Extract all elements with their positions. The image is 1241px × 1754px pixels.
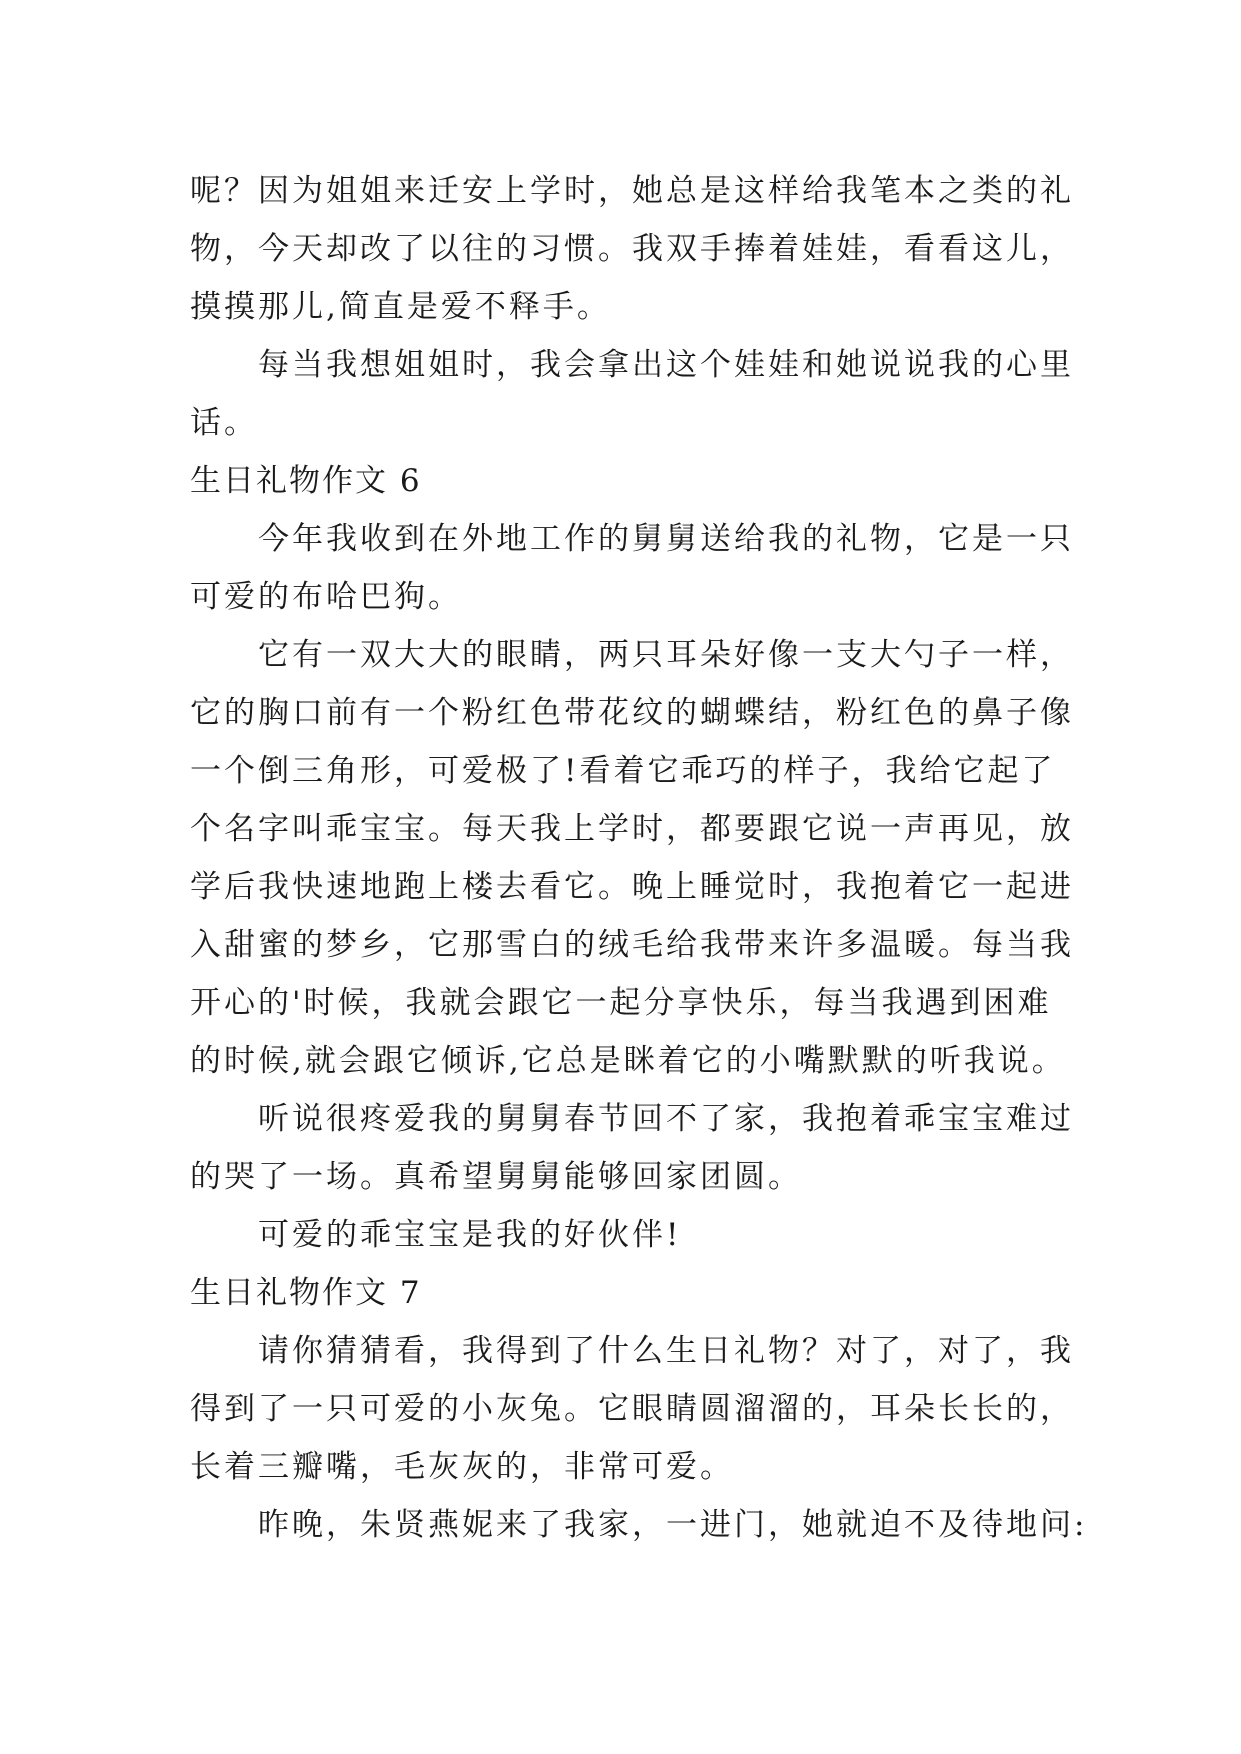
paragraph-start-line: 昨晚，朱贤燕妮来了我家，一进门，她就迫不及待地问: [258, 1507, 1088, 1543]
text-line: 一个倒三角形，可爱极了!看着它乖巧的样子，我给它起了 [190, 753, 1056, 789]
text-line: 个名字叫乖宝宝。每天我上学时，都要跟它说一声再见，放 [190, 811, 1074, 847]
paragraph-start-line: 听说很疼爱我的舅舅春节回不了家，我抱着乖宝宝难过 [258, 1101, 1074, 1137]
text-line: 学后我快速地跑上楼去看它。晚上睡觉时，我抱着它一起进 [190, 869, 1074, 905]
paragraph-start-line: 请你猜猜看，我得到了什么生日礼物？对了，对了，我 [258, 1333, 1074, 1369]
text-line: 的时候,就会跟它倾诉,它总是眯着它的小嘴默默的听我说。 [190, 1043, 1066, 1079]
text-line: 物，今天却改了以往的习惯。我双手捧着娃娃，看看这儿， [190, 231, 1074, 267]
text-line: 的哭了一场。真希望舅舅能够回家团圆。 [190, 1159, 802, 1195]
text-line: 得到了一只可爱的小灰兔。它眼睛圆溜溜的，耳朵长长的， [190, 1391, 1074, 1427]
section-heading-6: 生日礼物作文 6 [190, 463, 422, 499]
text-line: 话。 [190, 405, 258, 441]
document-body [190, 162, 1088, 1554]
section-heading-7: 生日礼物作文 7 [190, 1275, 422, 1311]
paragraph-start-line: 可爱的乖宝宝是我的好伙伴! [258, 1217, 682, 1253]
text-line: 长着三瓣嘴，毛灰灰的，非常可爱。 [190, 1449, 734, 1485]
text-line: 它的胸口前有一个粉红色带花纹的蝴蝶结，粉红色的鼻子像 [190, 695, 1074, 731]
text-line: 开心的'时候，我就会跟它一起分享快乐，每当我遇到困难 [190, 985, 1052, 1021]
text-line: 入甜蜜的梦乡，它那雪白的绒毛给我带来许多温暖。每当我 [190, 927, 1074, 963]
text-line: 可爱的布哈巴狗。 [190, 579, 462, 615]
text-line: 摸摸那儿,简直是爱不释手。 [190, 289, 611, 325]
text-line: 呢？因为姐姐来迁安上学时，她总是这样给我笔本之类的礼 [190, 173, 1074, 209]
paragraph-start-line: 今年我收到在外地工作的舅舅送给我的礼物，它是一只 [258, 521, 1074, 557]
paragraph-start-line: 它有一双大大的眼睛，两只耳朵好像一支大勺子一样， [258, 637, 1074, 673]
paragraph-start-line: 每当我想姐姐时，我会拿出这个娃娃和她说说我的心里 [258, 347, 1074, 383]
